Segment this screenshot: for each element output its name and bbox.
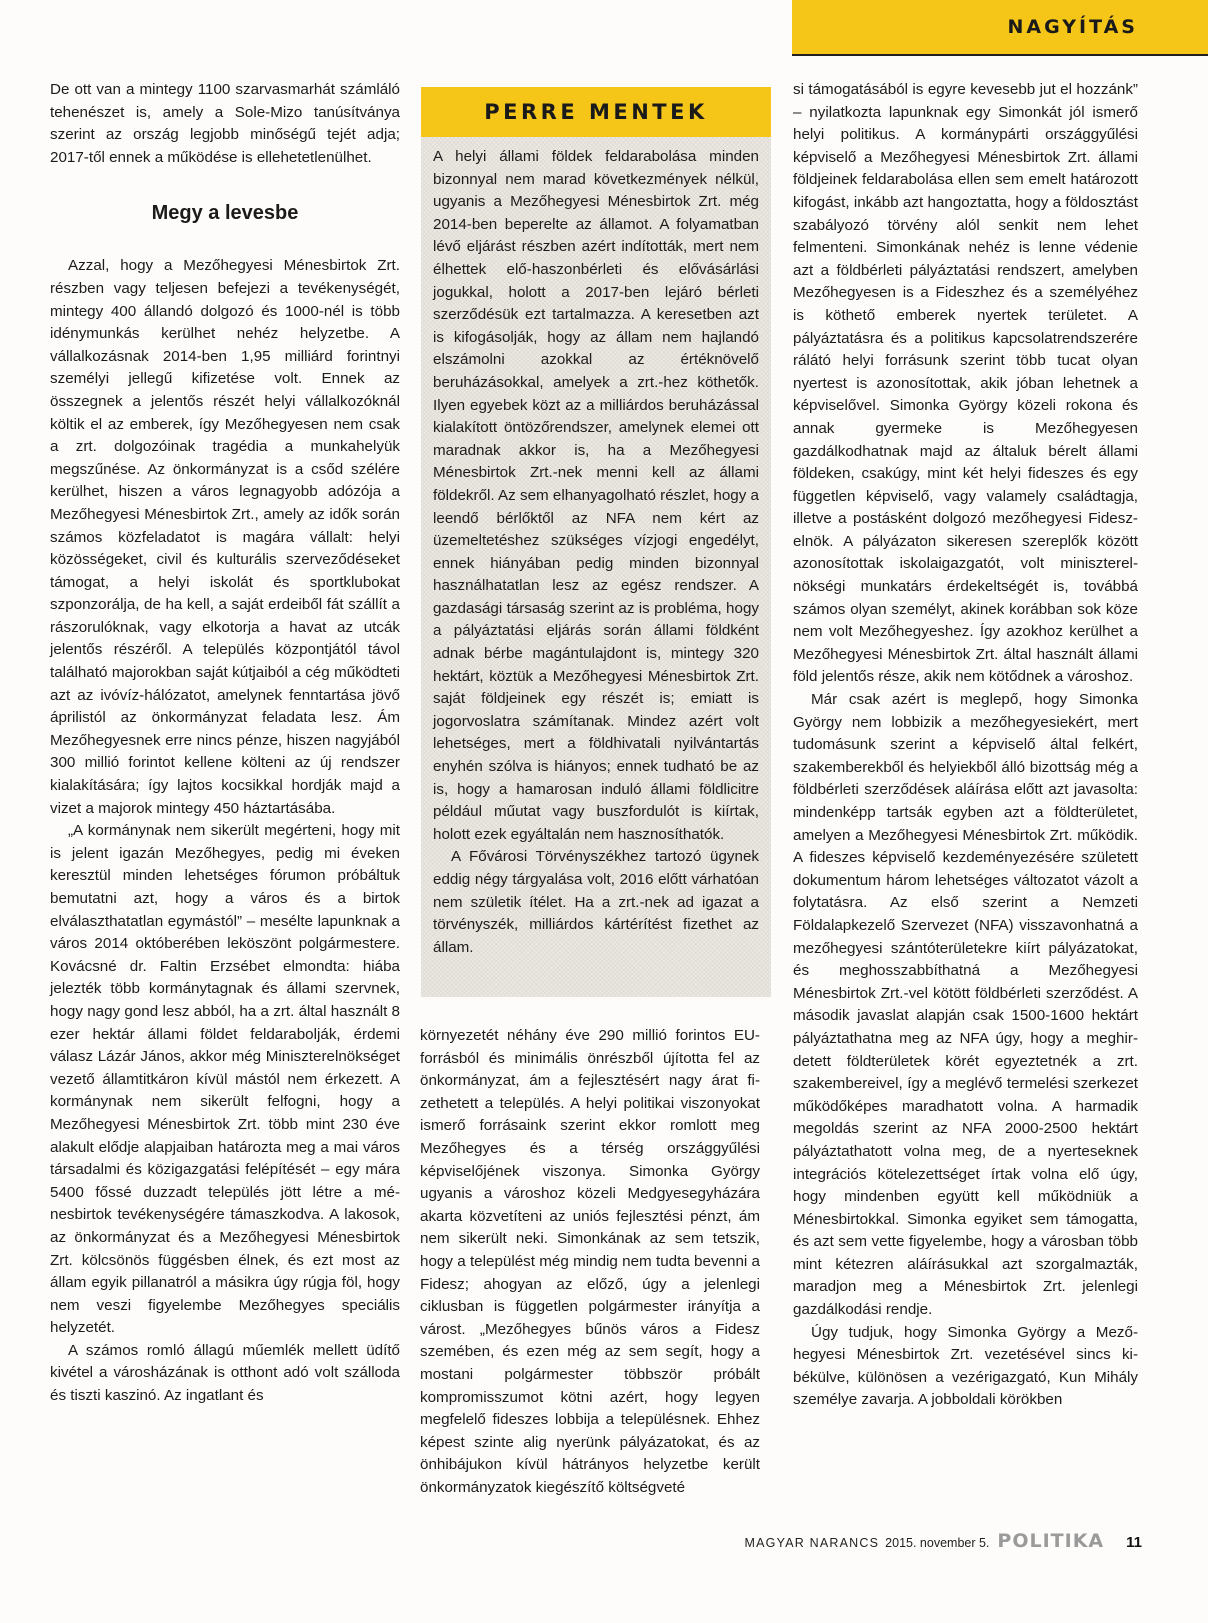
article-paragraph: Úgy tudjuk, hogy Simonka György a Mezőhegyesi Ménesbirtok Zrt. vezetésével sincs kibékülve, különösen a vezérigazgató, Kun Mihály személye zavarja. A jobboldali körökben	[793, 1323, 1138, 1409]
sidebar-box	[421, 87, 771, 997]
article-paragraph: „A kormánynak nem sikerült megérteni, hogy mit is jelent igazán Mezőhegyes, pedig mi éveken keresztül minden lehetséges fórumon próbáltuk bemutatni azt, hogy a város és a birtok elválaszthatatlan egymástól” – mesélte lapunknak a város 2014 októberében leköszönt polgármestere. Kovácsné dr. Faltin Erzsébet elmondta: hiába jelezték több kormánytagnak és állami szervnek, hogy nagy gond lesz abból, ha a zrt. által használt 8 ezer hektár állami földet feldarabolják, érdemi válasz Lázár János, akkor még Miniszterelnökséget vezető államtitkáron kívül mástól nem érkezett. A kormánynak nem sikerült felfogni, hogy a Mezőhegyesi Ménesbirtok Zrt. több mint 230 éve alakult elődje alapjaiban határozta meg a mai város társadalmi és közigazgatási felépítését – egy mára 5400 főssé duzzadt település jött létre a ménesbirtok tevékenységére támaszkodva. A lakosok, az önkormányzat és a Mezőhegyesi Ménesbirtok Zrt. kölcsönös függésben élnek, és ezt most az állam egyik pillanatról a másikra úgy rúgja föl, hogy nem veszi figyelembe Mezőhegyes speciális helyzetét.	[50, 822, 400, 1337]
intro-paragraph: De ott van a mintegy 1100 szarvasmarhát számláló tehenészet is, amely a Sole-Mizo tanúsítványa szerint az ország legjobb minőségű tejét adja; 2017-től ennek a működése is ellehetetlenülhet.	[50, 81, 400, 166]
article-paragraph: Már csak azért is meglepő, hogy Simonka György nem lobbizik a mezőhegyesiekért, mert tudomásunk szerint a képviselő által felkért, szakemberekből és helyiekből álló bizottság még a földbérleti szerződések aláírása előtt azt javasolta: mindenképp tartsák egyben azt a földterületet, amelyen a Mezőhegyesi Ménesbirtok Zrt. működik. A fideszes képviselő kezdeményezésére született dokumentum három lehetséges változatot vázolt a folytatásra. Az első szerint a Nemzeti Földalapkezelő Szervezet (NFA) visszavonhatná a mezőhegyesi szántóterületekre kiírt pályázatokat, és meghosszabbíthatná a Mezőhegyesi Ménesbirtok Zrt.-vel kötött földbérleti szerződést. A második javaslat alapján csak 1500-1600 hektárt pályáztathatna meg az NFA úgy, hogy a meghirdetett földterületek körét egyeztetnék a zrt. szakembereivel, így a meglévő termelési szerkezet működőképes maradhatott volna. A harmadik megoldás szerint az NFA 2000-2500 hektárt pályáztathatott volna meg, de a nyerteseknek integrációs kötelezettséget írtak volna elő úgy, hogy mindenben együtt kell működniük a Ménesbirtokkal. Simonka egyiket sem támogatta, és azt sem vette figyelembe, hogy a városban több mint kétezren aláírásukkal azt szorgalmazták, maradjon meg a Ménesbirtok Zrt. jelenlegi gazdálkodási rendje.	[793, 691, 1138, 1319]
page-number: 11	[1126, 1534, 1142, 1551]
article-column-3	[793, 79, 1138, 1412]
article-column-2	[420, 1025, 760, 1499]
footer-section-name: POLITIKA	[997, 1530, 1105, 1552]
article-column-1	[50, 79, 400, 1408]
sidebar-paragraph: A helyi állami földek feldarabolása minden bizonnyal nem marad következmények nélkül, ugyanis a Mezőhegyesi Ménesbirtok Zrt. még 2014-ben beperelte az államot. A folyamatban lévő eljárást részben azért indították, mert nem élhettek elő-haszonbérleti és elővásárlási jogukkal, holott a 2017-ben lejáró bérleti szerződésük ezt tartalmazza. A keresetben azt is kifogásolják, hogy az állam nem hajlandó elszámolni azokkal az értéknövelő beruházásokkal, amelyek a zrt.-hez köthetők. Ilyen egyebek közt az a milliárdos beruházással kialakított öntözőrendszer, amelynek elemei ott maradnak akkor is, ha a Mezőhegyesi Ménesbirtok Zrt.-nek menni kell az állami földekről. Az sem elhanyagolható részlet, hogy a leendő bérlőktől az NFA nem kért az üzemeltetéshez szükséges vízjogi engedélyt, ennek hiányában pedig minden bizonnyal használhatatlan lesz az egész rendszer. A gazdasági társaság szerint az is probléma, hogy a pályáztatási eljárás során állami földként adnak bérbe magántulajdont is, mintegy 320 hektárt, köztük a Mezőhegyesi Ménesbirtok Zrt. saját földjeinek egy részét is; emiatt is jogorvoslatra számítanak. Mindez azért volt lehetséges, mert a földhivatali nyilvántartás enyhén szólva is hiányos; ennek tudható be az is, hogy a hamarosan induló állami földlicitre például műutat vagy buszfordulót is kiírtak, holott ezek egyáltalán nem hasznosíthatók.	[433, 148, 759, 843]
sidebar-title-bar	[421, 87, 771, 137]
sidebar-title: PERRE MENTEK	[484, 100, 708, 124]
article-paragraph: környezetét néhány éve 290 millió forintos EU-forrásból és minimális önrészből újította fel az önkormányzat, ám a fejlesztésért nagy árat fizethetett a település. A helyi politikai viszonyokat ismerő forrásaink szerint ekkor romlott meg Mezőhegyes és a térség országgyűlési képviselőjének viszonya. Simonka György ugyanis a városhoz közeli Medgyesegyházára akarta közvetíteni az uniós fejlesztési pénzt, ám nem sikerült neki. Simonkának az sem tetszik, hogy a települést még mindig nem tudta bevenni a Fidesz; ahogyan az előző, úgy a jelenlegi ciklusban is független polgármester irányítja a várost. „Mezőhegyes bűnös város a Fidesz szemében, és ezen még az sem segít, hogy a mostani polgármester többször próbált kompromisszumot kötni azért, hogy legyen megfelelő fideszes lobbija a településnek. Ehhez képest szinte alig nyerünk pályázatokat, és az önhibájukon kívül hátrányos helyzetbe került önkormányzatok kiegészítő költségveté	[420, 1027, 760, 1496]
sidebar-body	[421, 137, 771, 959]
page-footer	[742, 1530, 1142, 1554]
section-banner	[792, 0, 1208, 56]
article-paragraph: A számos romló állagú műemlék mellett üdítő kivétel a városházának is otthont adó volt szálloda és tiszti kaszinó. Az ingatlant és	[50, 1341, 400, 1405]
subheading: Megy a levesbe	[151, 202, 299, 225]
article-paragraph: Azzal, hogy a Mezőhegyesi Ménesbirtok Zrt. részben vagy teljesen befejezi a tevékenységét, mintegy 400 állandó dolgozó és 1000-nél is több idénymunkás kerülhet nehéz helyzetbe. A vállalkozásnak 2014-ben 1,95 milliárd forintnyi személyi jellegű kifizetése volt. Ennek az összegnek a jelentős részét helyi vállalkozóknál költik el az emberek, így Mezőhegyesen nem csak a zrt. dolgozóinak tragédia a munkahelyük megszűnése. Az önkormányzat is a csőd szélére kerülhet, hiszen a város legnagyobb adózója a Mezőhegyesi Ménesbirtok Zrt., amely az idők során számos közfeladatot is magára vállalt: helyi közösségeket, civil és kulturális szerveződéseket támogat, a helyi iskolát és sportklubokat szponzorálja, de ha kell, a saját erdeiből fát szállít a rászorulóknak, vagy elkotorja a havat az utcák jelentős részéről. A település központjától távol található majorokban saját kútjaiból a cég működteti azt az ivóvíz-hálózatot, amelynek fenntartása jövő áprilistól az önkormányzat feladata lesz. Ám Mezőhegyesnek erre nincs pénze, hiszen nagyjából 300 millió forintot kellene költeni az új rendszer kialakítására; így lajtos kocsikkal hordják majd a vizet a majorok mintegy 450 háztartásába.	[50, 257, 400, 817]
issue-date: 2015. november 5.	[885, 1536, 990, 1550]
section-label: NAGYÍTÁS	[1007, 16, 1138, 38]
article-paragraph: si támogatásából is egyre kevesebb jut el hozzánk” – nyilatkozta lapunknak egy Simonkát jól ismerő helyi politikus. A kormánypárti országgyűlési képviselő a Mezőhegyesi Ménesbirtok Zrt. állami földjeinek feldarabolása ellen sem emelt határozott kifogást, inkább azt hangoztatta, hogy a földosztást szabályozó törvény alól senkit nem lehet felmenteni. Simonkának nehéz is lenne védenie azt a földbérleti pályáztatási rendszert, amelyben Mezőhegyesen is a Fideszhez és a személyéhez is köthető emberek nyertek területet. A pályáztatásra és a politikus kapcsolatrendszerére rálátó helyi forrásunk szerint több tucat olyan nyertest is azonosítottak, akik jóban lehetnek a képviselővel. Simonka György közeli rokona és annak gyermeke is Mezőhegyesen gazdálkodhatnak majd az általuk bérelt állami földeken, csakúgy, mint két helyi fideszes és egy független képviselő, vagy valamely családtagja, illetve a postásként dolgozó mezőhegyesi Fidesz-elnök. A pályázaton sikeresen szereplők között azonosítottak iskolaigazgatót, volt miniszterelnökségi munkatárs érdekeltségét is, továbbá számos olyan személyt, akinek korábban sok köze nem volt Mezőhegyeshez. Így azokhoz kerülhet a Mezőhegyesi Ménesbirtok Zrt. által használt állami föld jelentős része, akik nem kötődnek a városhoz.	[793, 81, 1138, 686]
sidebar-paragraph: A Fővárosi Törvényszékhez tartozó ügynek eddig négy tárgyalása volt, 2016 előtt várhatóan nem születik ítélet. Ha a zrt.-nek ad igazat a törvényszék, milliárdos kártérítést fizethet az állam.	[433, 848, 759, 956]
publication-name: MAGYAR NARANCS	[744, 1536, 880, 1550]
